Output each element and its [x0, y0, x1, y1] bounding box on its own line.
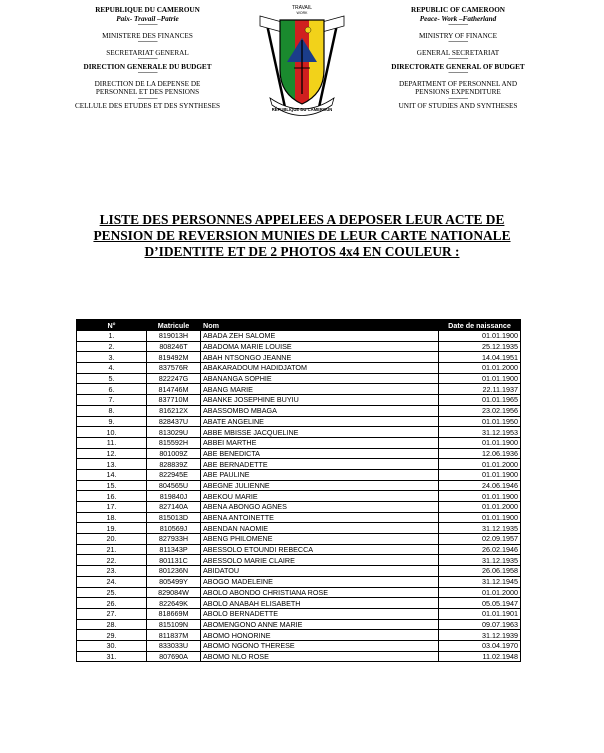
- row-name: ABE BENEDICTA: [201, 448, 439, 459]
- row-number: 22.: [77, 555, 147, 566]
- ministry-fr: MINISTERE DES FINANCES: [102, 31, 193, 40]
- row-name: ABOMENGONO ANNE MARIE: [201, 619, 439, 630]
- row-number: 19.: [77, 523, 147, 534]
- row-number: 25.: [77, 587, 147, 598]
- row-matricule: 813029U: [147, 427, 201, 438]
- row-matricule: 837576R: [147, 363, 201, 374]
- table-row: [77, 416, 521, 427]
- row-birthdate: 01.01.1950: [439, 416, 521, 427]
- unit-en: UNIT OF STUDIES AND SYNTHESES: [398, 102, 518, 111]
- left-banner: [260, 16, 282, 32]
- table-row: [77, 555, 521, 566]
- row-name: ABEGNE JULIENNE: [201, 480, 439, 491]
- row-matricule: 801009Z: [147, 448, 201, 459]
- row-birthdate: 01.01.2000: [439, 502, 521, 513]
- row-birthdate: 11.02.1948: [439, 651, 521, 662]
- row-number: 1.: [77, 331, 147, 342]
- row-name: ABESSOLO ETOUNDI REBECCA: [201, 544, 439, 555]
- direction-en: DIRECTORATE GENERAL OF BUDGET: [391, 62, 525, 71]
- row-birthdate: 01.01.1900: [439, 469, 521, 480]
- separator: -------------: [448, 39, 468, 46]
- row-matricule: 828437U: [147, 416, 201, 427]
- row-name: ABOLO ANABAH ELISABETH: [201, 598, 439, 609]
- row-matricule: 811837M: [147, 630, 201, 641]
- table-header-row: [77, 320, 521, 331]
- row-matricule: 801131C: [147, 555, 201, 566]
- row-birthdate: 31.12.1945: [439, 576, 521, 587]
- row-matricule: 837710M: [147, 395, 201, 406]
- row-birthdate: 05.05.1947: [439, 598, 521, 609]
- row-name: ABE PAULINE: [201, 469, 439, 480]
- row-name: ABOLO ABONDO CHRISTIANA ROSE: [201, 587, 439, 598]
- row-number: 23.: [77, 566, 147, 577]
- row-birthdate: 01.01.2000: [439, 363, 521, 374]
- secretariat-fr: SECRETARIAT GENERAL: [106, 48, 189, 57]
- row-birthdate: 01.01.1901: [439, 608, 521, 619]
- department-fr-line1: DIRECTION DE LA DEPENSE DE: [94, 79, 201, 88]
- row-name: ABOMO HONORINE: [201, 630, 439, 641]
- table-row: [77, 331, 521, 342]
- separator: -------------: [448, 96, 468, 103]
- shield: [280, 20, 324, 110]
- row-name: ABANG MARIE: [201, 384, 439, 395]
- separator: -------------: [137, 56, 158, 63]
- department-en-line1: DEPARTMENT OF PERSONNEL AND: [398, 79, 518, 88]
- row-matricule: 811343P: [147, 544, 201, 555]
- separator: -------------: [137, 39, 158, 46]
- row-matricule: 816212X: [147, 405, 201, 416]
- row-name: ABE BERNADETTE: [201, 459, 439, 470]
- row-name: ABOMO NGONO THERESE: [201, 640, 439, 651]
- emblem-top-sub: WORK: [296, 11, 308, 15]
- row-name: ABEKOU MARIE: [201, 491, 439, 502]
- republic-en: REPUBLIC OF CAMEROON: [411, 6, 505, 14]
- row-matricule: 815013D: [147, 512, 201, 523]
- right-banner: [322, 16, 344, 32]
- table-row: [77, 512, 521, 523]
- row-name: ABIDATOU: [201, 566, 439, 577]
- row-birthdate: 14.04.1951: [439, 352, 521, 363]
- row-birthdate: 01.01.1900: [439, 373, 521, 384]
- row-name: ABENA ANTOINETTE: [201, 512, 439, 523]
- ministry-en: MINISTRY OF FINANCE: [418, 31, 497, 40]
- row-matricule: 822945E: [147, 469, 201, 480]
- col-header-number: N°: [77, 320, 147, 331]
- row-name: ABENG PHILOMENE: [201, 534, 439, 545]
- row-number: 7.: [77, 395, 147, 406]
- table-row: [77, 373, 521, 384]
- table-row: [77, 384, 521, 395]
- row-birthdate: 02.09.1957: [439, 534, 521, 545]
- row-birthdate: 01.01.1900: [439, 331, 521, 342]
- row-birthdate: 01.01.2000: [439, 587, 521, 598]
- row-number: 21.: [77, 544, 147, 555]
- row-birthdate: 12.06.1936: [439, 448, 521, 459]
- header-right: [348, 6, 568, 111]
- row-number: 14.: [77, 469, 147, 480]
- row-matricule: 804565U: [147, 480, 201, 491]
- row-matricule: 827933H: [147, 534, 201, 545]
- separator: -------------: [448, 22, 468, 29]
- emblem-top-text: TRAVAIL: [291, 5, 313, 11]
- separator: -------------: [137, 70, 158, 77]
- row-number: 15.: [77, 480, 147, 491]
- title-line1: LISTE DES PERSONNES APPELEES A DEPOSER LEUR ACTE DE: [99, 212, 505, 227]
- row-name: ABANKE JOSEPHINE BUYIU: [201, 395, 439, 406]
- row-birthdate: 01.01.1965: [439, 395, 521, 406]
- row-name: ABBEI MARTHE: [201, 437, 439, 448]
- row-name: ABADOMA MARIE LOUISE: [201, 341, 439, 352]
- row-number: 28.: [77, 619, 147, 630]
- emblem-bottom-text: RÉPUBLIQUE DU CAMEROUN: [271, 107, 333, 112]
- table-row: [77, 640, 521, 651]
- row-matricule: 819492M: [147, 352, 201, 363]
- table-row: [77, 608, 521, 619]
- row-matricule: 807690A: [147, 651, 201, 662]
- unit-fr: CELLULE DES ETUDES ET DES SYNTHESES: [74, 102, 220, 111]
- row-birthdate: 22.11.1937: [439, 384, 521, 395]
- title-line3: D’IDENTITE ET DE 2 PHOTOS 4x4 EN COULEUR :: [144, 244, 460, 259]
- motto-fr: Paix- Travail –Patrie: [116, 14, 179, 23]
- row-number: 6.: [77, 384, 147, 395]
- separator: -------------: [137, 22, 158, 29]
- row-birthdate: 26.06.1958: [439, 566, 521, 577]
- table-row: [77, 459, 521, 470]
- table-row: [77, 566, 521, 577]
- table-body: [77, 331, 521, 662]
- row-name: ABENDAN NAOMIE: [201, 523, 439, 534]
- persons-table: [76, 319, 521, 662]
- row-number: 10.: [77, 427, 147, 438]
- row-number: 20.: [77, 534, 147, 545]
- row-number: 29.: [77, 630, 147, 641]
- table-row: [77, 598, 521, 609]
- separator: -------------: [448, 56, 468, 63]
- col-header-birthdate: Date de naissance: [439, 320, 521, 331]
- row-number: 4.: [77, 363, 147, 374]
- row-number: 26.: [77, 598, 147, 609]
- row-birthdate: 09.07.1963: [439, 619, 521, 630]
- row-matricule: 828839Z: [147, 459, 201, 470]
- row-number: 16.: [77, 491, 147, 502]
- row-matricule: 827140A: [147, 502, 201, 513]
- row-name: ABOMO NLO ROSE: [201, 651, 439, 662]
- row-birthdate: 31.12.1953: [439, 427, 521, 438]
- row-birthdate: 01.01.2000: [439, 459, 521, 470]
- row-number: 12.: [77, 448, 147, 459]
- row-birthdate: 31.12.1935: [439, 523, 521, 534]
- separator: -------------: [448, 70, 468, 77]
- table-row: [77, 448, 521, 459]
- row-number: 13.: [77, 459, 147, 470]
- row-matricule: 822247G: [147, 373, 201, 384]
- row-number: 11.: [77, 437, 147, 448]
- row-number: 17.: [77, 502, 147, 513]
- row-birthdate: 01.01.1900: [439, 437, 521, 448]
- row-name: ABADA ZEH SALOME: [201, 331, 439, 342]
- row-name: ABAKARADOUM HADIDJATOM: [201, 363, 439, 374]
- row-number: 18.: [77, 512, 147, 523]
- row-matricule: 815592H: [147, 437, 201, 448]
- republic-fr: REPUBLIQUE DU CAMEROUN: [95, 6, 200, 14]
- row-matricule: 822649K: [147, 598, 201, 609]
- row-name: ABENA ABONGO AGNES: [201, 502, 439, 513]
- row-birthdate: 01.01.1900: [439, 491, 521, 502]
- coat-of-arms-emblem: [252, 2, 352, 120]
- table-row: [77, 363, 521, 374]
- row-name: ABATE ANGELINE: [201, 416, 439, 427]
- row-matricule: 810569J: [147, 523, 201, 534]
- row-birthdate: 23.02.1956: [439, 405, 521, 416]
- row-number: 24.: [77, 576, 147, 587]
- row-birthdate: 26.02.1946: [439, 544, 521, 555]
- title-line2: PENSION DE REVERSION MUNIES DE LEUR CARTE NATIONALE: [93, 228, 511, 243]
- direction-fr: DIRECTION GENERALE DU BUDGET: [83, 62, 212, 71]
- row-matricule: 801236N: [147, 566, 201, 577]
- row-number: 31.: [77, 651, 147, 662]
- table-row: [77, 534, 521, 545]
- row-number: 27.: [77, 608, 147, 619]
- table-row: [77, 352, 521, 363]
- document-title: [40, 212, 564, 260]
- row-birthdate: 31.12.1935: [439, 555, 521, 566]
- table-row: [77, 619, 521, 630]
- row-number: 8.: [77, 405, 147, 416]
- row-matricule: 829084W: [147, 587, 201, 598]
- header-left: [45, 6, 250, 111]
- separator: -------------: [137, 96, 158, 103]
- row-name: ABOLO BERNADETTE: [201, 608, 439, 619]
- table-row: [77, 341, 521, 352]
- table-row: [77, 469, 521, 480]
- department-fr-line2: PERSONNEL ET DES PENSIONS: [95, 88, 200, 97]
- secretariat-en: GENERAL SECRETARIAT: [416, 48, 500, 57]
- col-header-name: Nom: [201, 320, 439, 331]
- table-row: [77, 491, 521, 502]
- row-birthdate: 03.04.1970: [439, 640, 521, 651]
- table-row: [77, 427, 521, 438]
- row-birthdate: 01.01.1900: [439, 512, 521, 523]
- row-name: ABANANGA SOPHIE: [201, 373, 439, 384]
- row-matricule: 815109N: [147, 619, 201, 630]
- col-header-matricule: Matricule: [147, 320, 201, 331]
- row-matricule: 805499Y: [147, 576, 201, 587]
- row-matricule: 808246T: [147, 341, 201, 352]
- motto-en: Peace- Work –Fatherland: [419, 14, 497, 23]
- table-row: [77, 576, 521, 587]
- row-name: ABESSOLO MARIE CLAIRE: [201, 555, 439, 566]
- table-row: [77, 587, 521, 598]
- row-number: 9.: [77, 416, 147, 427]
- table-row: [77, 480, 521, 491]
- row-birthdate: 31.12.1939: [439, 630, 521, 641]
- row-number: 3.: [77, 352, 147, 363]
- table-row: [77, 630, 521, 641]
- table-row: [77, 437, 521, 448]
- table-row: [77, 651, 521, 662]
- row-matricule: 833033U: [147, 640, 201, 651]
- department-en-line2: PENSIONS EXPENDITURE: [415, 88, 501, 97]
- row-name: ABOGO MADELEINE: [201, 576, 439, 587]
- row-number: 5.: [77, 373, 147, 384]
- row-number: 30.: [77, 640, 147, 651]
- table-row: [77, 405, 521, 416]
- table-row: [77, 395, 521, 406]
- row-matricule: 819840J: [147, 491, 201, 502]
- row-birthdate: 25.12.1935: [439, 341, 521, 352]
- row-matricule: 818669M: [147, 608, 201, 619]
- row-name: ABBE MBISSE JACQUELINE: [201, 427, 439, 438]
- table-row: [77, 544, 521, 555]
- row-birthdate: 24.06.1946: [439, 480, 521, 491]
- row-matricule: 819013H: [147, 331, 201, 342]
- row-name: ABAH NTSONGO JEANNE: [201, 352, 439, 363]
- table-row: [77, 523, 521, 534]
- table-row: [77, 502, 521, 513]
- row-matricule: 814746M: [147, 384, 201, 395]
- row-number: 2.: [77, 341, 147, 352]
- row-name: ABASSOMBO MBAGA: [201, 405, 439, 416]
